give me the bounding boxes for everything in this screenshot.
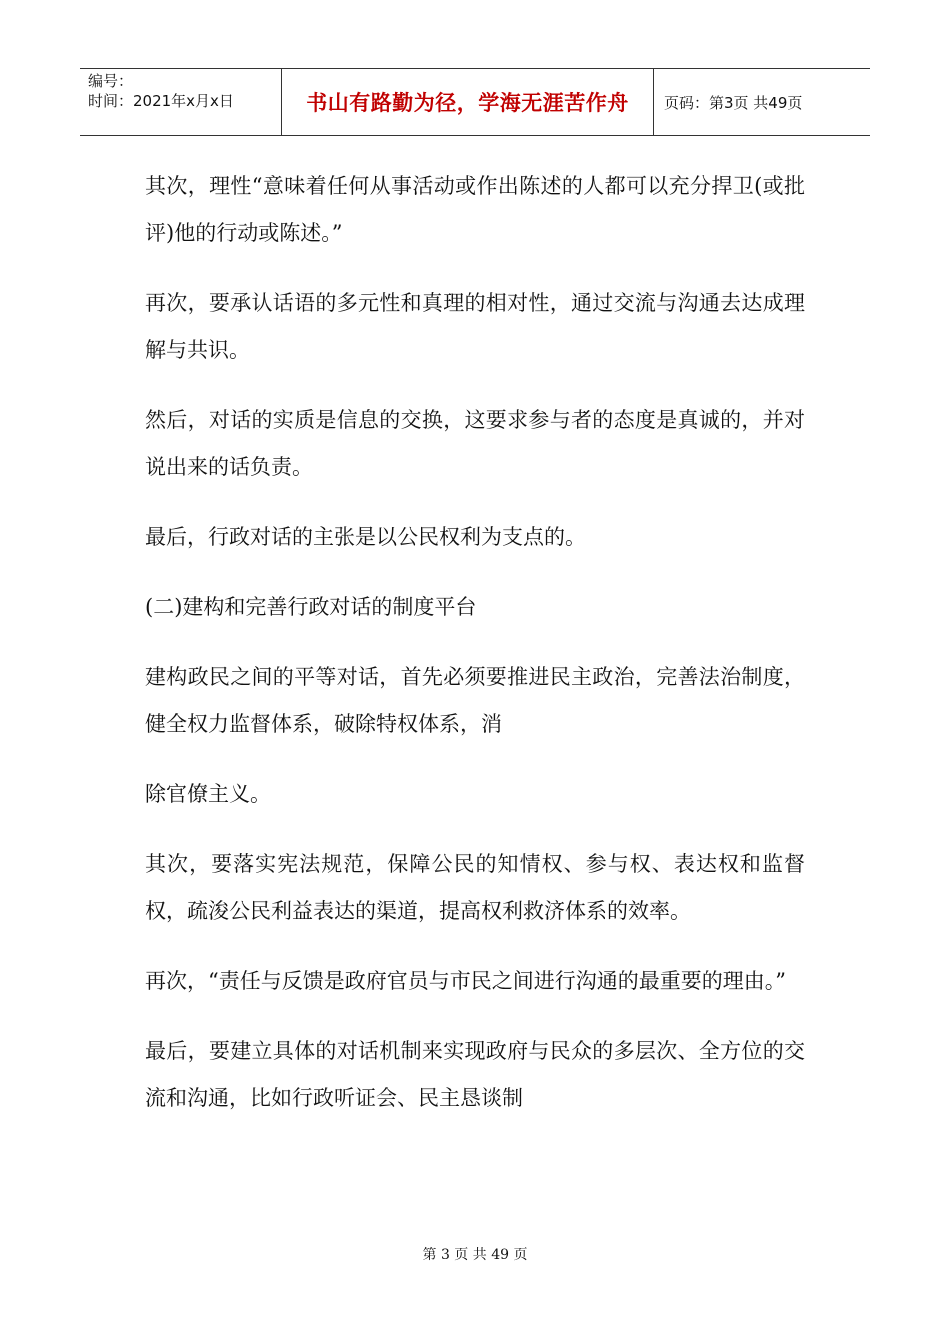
document-body — [145, 163, 805, 1145]
paragraph: 再次，“责任与反馈是政府官员与市民之间进行沟通的最重要的理由。” — [145, 969, 786, 993]
paragraph: 然后，对话的实质是信息的交换，这要求参与者的态度是真诚的，并对说出来的话负责。 — [145, 408, 805, 479]
paragraph: 最后，要建立具体的对话机制来实现政府与民众的多层次、全方位的交流和沟通，比如行政听证会、民主恳谈制 — [145, 1039, 805, 1110]
paragraph: 建构政民之间的平等对话，首先必须要推进民主政治，完善法治制度，健全权力监督体系，破除特权体系，消 — [145, 665, 805, 736]
paragraph: 再次，要承认话语的多元性和真理的相对性，通过交流与沟通去达成理解与共识。 — [145, 291, 805, 362]
date-label: 时间：2021年x月x日 — [88, 92, 234, 110]
paragraph: 其次，理性“意味着任何从事活动或作出陈述的人都可以充分捍卫(或批评)他的行动或陈述。” — [145, 174, 805, 245]
document-header — [80, 68, 870, 136]
header-page-info: 页码：第3页 共49页 — [664, 93, 803, 112]
paragraph: 除官僚主义。 — [145, 782, 271, 806]
page-footer: 第 3 页 共 49 页 — [422, 1247, 528, 1263]
header-motto: 书山有路勤为径，学海无涯苦作舟 — [306, 91, 629, 115]
header-motto-cell — [282, 69, 654, 135]
section-heading: (二)建构和完善行政对话的制度平台 — [145, 595, 477, 619]
paragraph: 最后，行政对话的主张是以公民权利为支点的。 — [145, 525, 586, 549]
paragraph: 其次，要落实宪法规范，保障公民的知情权、参与权、表达权和监督权，疏浚公民利益表达的渠道，提高权利救济体系的效率。 — [145, 852, 805, 923]
header-page-info-cell — [654, 69, 870, 135]
number-label: 编号： — [88, 72, 134, 90]
header-meta — [80, 69, 282, 135]
